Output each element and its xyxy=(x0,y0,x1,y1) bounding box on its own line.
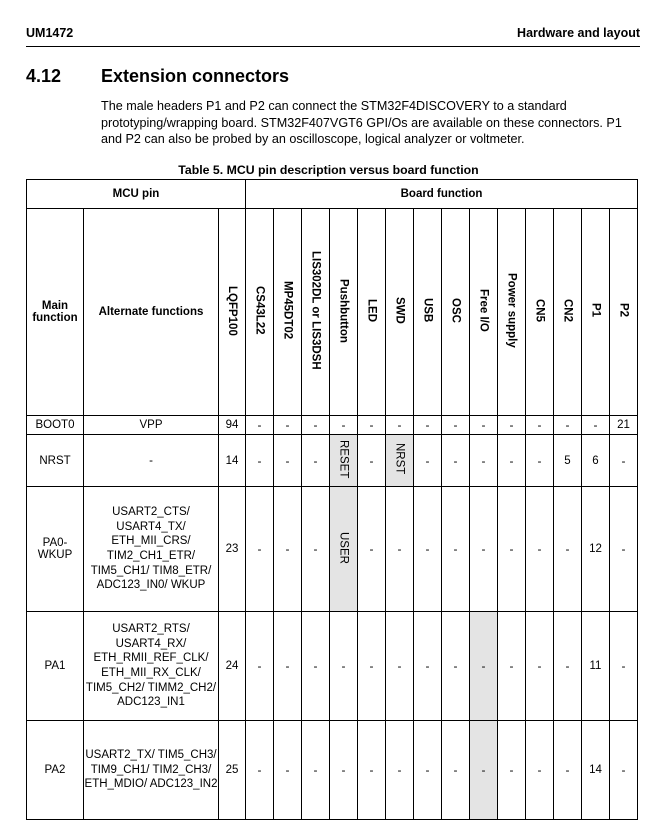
cell-swd: NRST xyxy=(386,435,414,487)
col-header-swd: SWD xyxy=(386,209,414,416)
cell-p1: 6 xyxy=(582,435,610,487)
cell-p2: - xyxy=(610,721,638,820)
cell-cn5: - xyxy=(526,612,554,721)
cell-osc: - xyxy=(442,416,470,435)
cell-led: - xyxy=(358,435,386,487)
cell-power-supply: - xyxy=(498,487,526,612)
cell-mp45dt02: - xyxy=(274,487,302,612)
cell-usb: - xyxy=(414,435,442,487)
cell-cs43l22: - xyxy=(246,416,274,435)
cell-osc: - xyxy=(442,721,470,820)
section-number: 4.12 xyxy=(26,66,62,86)
cell-lqfp100: 25 xyxy=(219,721,246,820)
cell-osc: - xyxy=(442,435,470,487)
cell-power-supply: - xyxy=(498,416,526,435)
cell-p2: - xyxy=(610,435,638,487)
header-doc-id: UM1472 xyxy=(26,26,74,40)
cell-led: - xyxy=(358,612,386,721)
section-paragraph: The male headers P1 and P2 can connect the STM32F4DISCOVERY to a standard prototyping/wrapping board. STM32F407VGT6 GPI/Os are available on these connectors. P1 and P2 can also be probed by an oscilloscope, logical analyzer or voltmeter. xyxy=(101,99,622,146)
cell-pushbutton: - xyxy=(330,612,358,721)
cell-lqfp100: 24 xyxy=(219,612,246,721)
col-header-p2: P2 xyxy=(610,209,638,416)
cell-cs43l22: - xyxy=(246,487,274,612)
cell-led: - xyxy=(358,416,386,435)
cell-cs43l22: - xyxy=(246,612,274,721)
cell-alt: USART2_TX/ TIM5_CH3/ TIM9_CH1/ TIM2_CH3/ ETH_MDIO/ ADC123_IN2 xyxy=(84,721,219,820)
cell-cn5: - xyxy=(526,487,554,612)
cell-pushbutton: RESET xyxy=(330,435,358,487)
cell-swd: - xyxy=(386,416,414,435)
col-header-alternate-functions: Alternate functions xyxy=(84,209,219,416)
cell-lis302dl: - xyxy=(302,416,330,435)
cell-pushbutton: - xyxy=(330,721,358,820)
cell-cn2: - xyxy=(554,612,582,721)
group-header-mcu-pin: MCU pin xyxy=(27,180,246,209)
col-header-free-io: Free I/O xyxy=(470,209,498,416)
cell-power-supply: - xyxy=(498,721,526,820)
cell-pushbutton: - xyxy=(330,416,358,435)
cell-main: NRST xyxy=(27,435,84,487)
cell-cn5: - xyxy=(526,416,554,435)
cell-p1: 12 xyxy=(582,487,610,612)
col-header-usb: USB xyxy=(414,209,442,416)
table-row xyxy=(27,487,638,612)
cell-mp45dt02: - xyxy=(274,612,302,721)
col-header-p1: P1 xyxy=(582,209,610,416)
cell-lis302dl: - xyxy=(302,612,330,721)
cell-cn2: - xyxy=(554,487,582,612)
cell-main: BOOT0 xyxy=(27,416,84,435)
cell-cn2: - xyxy=(554,416,582,435)
pin-table xyxy=(26,179,638,820)
col-header-osc: OSC xyxy=(442,209,470,416)
cell-alt: - xyxy=(84,435,219,487)
cell-lqfp100: 14 xyxy=(219,435,246,487)
cell-main: PA2 xyxy=(27,721,84,820)
cell-cn5: - xyxy=(526,435,554,487)
cell-lqfp100: 94 xyxy=(219,416,246,435)
cell-cn5: - xyxy=(526,721,554,820)
cell-mp45dt02: - xyxy=(274,435,302,487)
col-header-mp45dt02: MP45DT02 xyxy=(274,209,302,416)
cell-swd: - xyxy=(386,487,414,612)
cell-mp45dt02: - xyxy=(274,721,302,820)
col-header-pushbutton: Pushbutton xyxy=(330,209,358,416)
col-header-cs43l22: CS43L22 xyxy=(246,209,274,416)
col-header-lis302dl: LIS302DL or LIS3DSH xyxy=(302,209,330,416)
group-header-board-function: Board function xyxy=(246,180,638,209)
cell-free-io: - xyxy=(470,416,498,435)
section-title: Extension connectors xyxy=(101,66,290,86)
cell-main: PA0-WKUP xyxy=(27,487,84,612)
cell-lis302dl: - xyxy=(302,435,330,487)
col-header-cn2: CN2 xyxy=(554,209,582,416)
cell-cs43l22: - xyxy=(246,435,274,487)
table-row xyxy=(27,435,638,487)
col-header-main-function: Main function xyxy=(27,209,84,416)
cell-usb: - xyxy=(414,416,442,435)
cell-free-io: - xyxy=(470,612,498,721)
cell-p2: - xyxy=(610,612,638,721)
cell-power-supply: - xyxy=(498,435,526,487)
cell-cn2: 5 xyxy=(554,435,582,487)
cell-usb: - xyxy=(414,721,442,820)
cell-lqfp100: 23 xyxy=(219,487,246,612)
cell-led: - xyxy=(358,487,386,612)
cell-mp45dt02: - xyxy=(274,416,302,435)
cell-main: PA1 xyxy=(27,612,84,721)
cell-osc: - xyxy=(442,487,470,612)
cell-cs43l22: - xyxy=(246,721,274,820)
cell-free-io: - xyxy=(470,721,498,820)
cell-usb: - xyxy=(414,487,442,612)
cell-free-io: - xyxy=(470,435,498,487)
table-row xyxy=(27,721,638,820)
cell-alt: VPP xyxy=(84,416,219,435)
header-section-name: Hardware and layout xyxy=(517,26,640,40)
cell-lis302dl: - xyxy=(302,487,330,612)
cell-p2: - xyxy=(610,487,638,612)
cell-osc: - xyxy=(442,612,470,721)
table-row xyxy=(27,612,638,721)
header-rule xyxy=(26,46,640,47)
cell-usb: - xyxy=(414,612,442,721)
col-header-power-supply: Power supply xyxy=(498,209,526,416)
cell-lis302dl: - xyxy=(302,721,330,820)
cell-p1: 11 xyxy=(582,612,610,721)
cell-led: - xyxy=(358,721,386,820)
cell-alt: USART2_RTS/ USART4_RX/ ETH_RMII_REF_CLK/ ETH_MII_RX_CLK/ TIM5_CH2/ TIMM2_CH2/ ADC123_IN1 xyxy=(84,612,219,721)
cell-p1: - xyxy=(582,416,610,435)
col-header-led: LED xyxy=(358,209,386,416)
cell-cn2: - xyxy=(554,721,582,820)
col-header-cn5: CN5 xyxy=(526,209,554,416)
cell-pushbutton: USER xyxy=(330,487,358,612)
cell-swd: - xyxy=(386,721,414,820)
cell-swd: - xyxy=(386,612,414,721)
cell-free-io: - xyxy=(470,487,498,612)
col-header-lqfp100: LQFP100 xyxy=(219,209,246,416)
table-caption: Table 5. MCU pin description versus board function xyxy=(178,163,479,177)
cell-p2: 21 xyxy=(610,416,638,435)
cell-power-supply: - xyxy=(498,612,526,721)
table-row xyxy=(27,416,638,435)
cell-p1: 14 xyxy=(582,721,610,820)
cell-alt: USART2_CTS/ USART4_TX/ ETH_MII_CRS/ TIM2_CH1_ETR/ TIM5_CH1/ TIM8_ETR/ ADC123_IN0/ WKUP xyxy=(84,487,219,612)
